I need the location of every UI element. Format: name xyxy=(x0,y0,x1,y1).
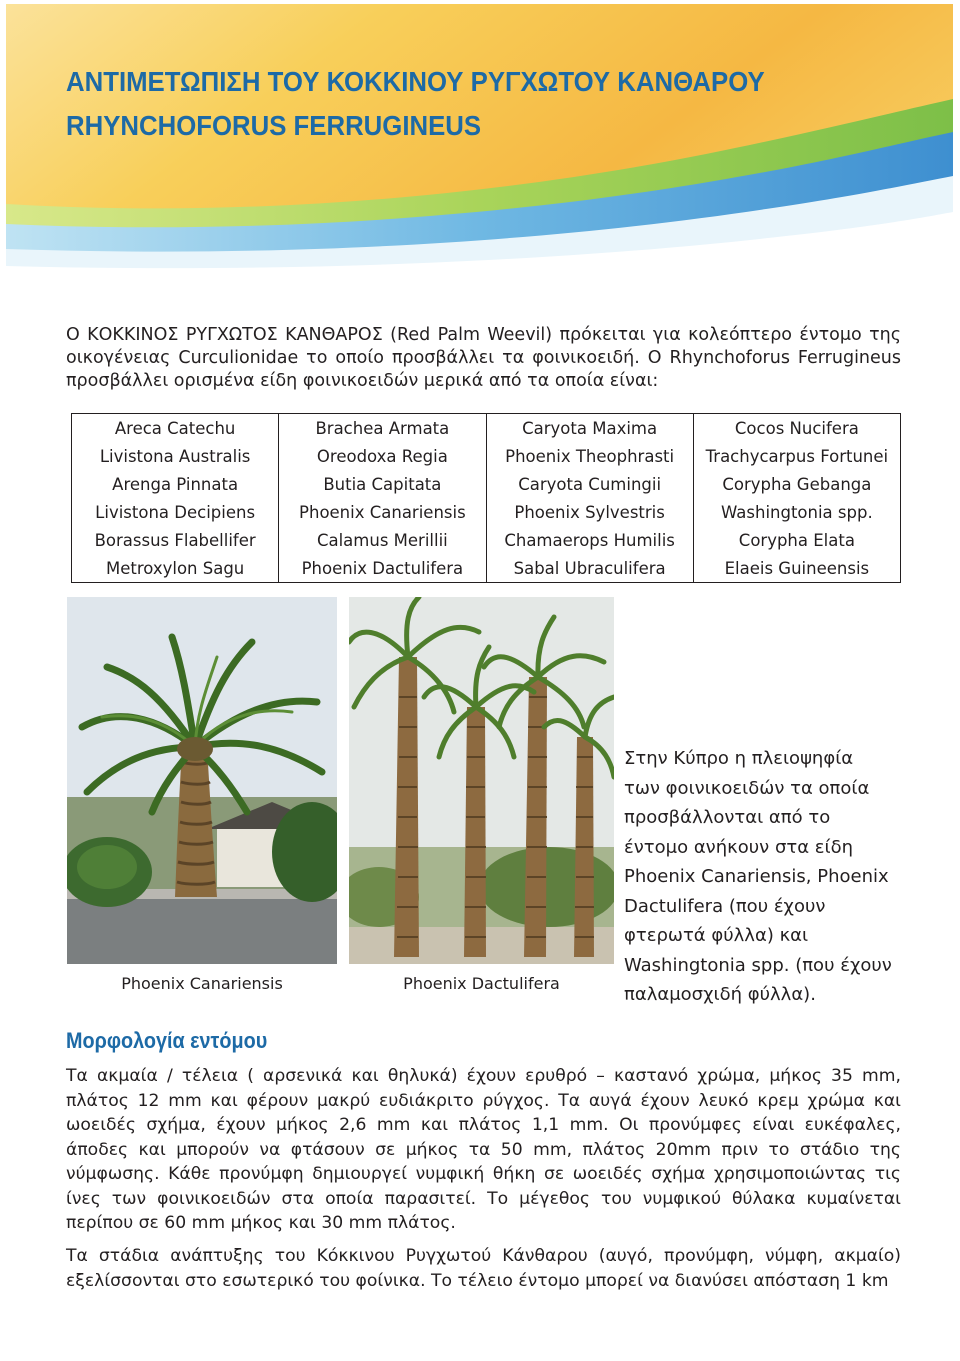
table-cell: Trachycarpus Fortunei xyxy=(693,442,900,470)
photo-caption: Phoenix Dactulifera xyxy=(349,964,614,1002)
table-cell: Livistona Decipiens xyxy=(72,498,279,526)
table-cell: Oreodoxa Regia xyxy=(279,442,486,470)
photo-caption: Phoenix Canariensis xyxy=(67,964,337,1002)
table-row xyxy=(72,526,901,554)
page-title-line-1: ΑΝΤΙΜΕΤΩΠΙΣΗ ΤΟΥ ΚΟΚΚΙΝΟΥ ΡΥΓΧΩΤΟΥ ΚΑΝΘΑΡΟΥ xyxy=(66,66,765,97)
table-cell: Areca Catechu xyxy=(72,414,279,443)
table-cell: Chamaerops Humilis xyxy=(486,526,693,554)
table-cell: Corypha Elata xyxy=(693,526,900,554)
table-row xyxy=(72,470,901,498)
table-cell: Livistona Australis xyxy=(72,442,279,470)
intro-paragraph: Ο ΚΟΚΚΙΝΟΣ ΡΥΓΧΩΤΟΣ ΚΑΝΘΑΡΟΣ (Red Palm Weevil) πρόκειται για κολεόπτερο έντομο της οικογένειας Curculionidae το οποίο προσβάλλει τα φοινικοειδή. Ο Rhynchoforus Ferrugineus προσβάλλει ορισμένα είδη φοινικοειδών μερικά από τα οποία είναι: xyxy=(66,325,901,391)
table-cell: Corypha Gebanga xyxy=(693,470,900,498)
photo-phoenix-dactulifera xyxy=(349,597,614,1002)
table-cell: Phoenix Theophrasti xyxy=(486,442,693,470)
header-gradient-decoration xyxy=(6,4,953,289)
document-page xyxy=(6,4,953,1354)
table-cell: Caryota Maxima xyxy=(486,414,693,443)
page-title-line-2: RHYNCHOFORUS FERRUGINEUS xyxy=(66,110,482,141)
header-band xyxy=(6,4,953,289)
species-table xyxy=(71,413,901,583)
table-cell: Caryota Cumingii xyxy=(486,470,693,498)
photo-phoenix-canariensis xyxy=(67,597,337,1002)
table-row xyxy=(72,442,901,470)
cyprus-species-note: Στην Κύπρο η πλειοψηφία των φοινικοειδών τα οποία προσβάλλονται από το έντομο ανήκουν στα είδη Phoenix Canariensis, Phoenix Dactulifera (που έχουν φτερωτά φύλλα) και Washingtonia spp. (που έχουν παλαμοσχιδή φύλλα). xyxy=(624,748,892,1005)
table-cell: Calamus Merillii xyxy=(279,526,486,554)
table-row xyxy=(72,498,901,526)
table-cell: Butia Capitata xyxy=(279,470,486,498)
table-cell: Phoenix Canariensis xyxy=(279,498,486,526)
morphology-paragraph-2: Τα στάδια ανάπτυξης του Κόκκινου Ρυγχωτού Κάνθαρου (αυγό, προνύμφη, νύμφη, ακμαίο) εξελίσσονται στο εσωτερικό του φοίνικα. Το τέλειο έντομο μπορεί να διανύσει απόσταση 1 km xyxy=(66,1246,901,1291)
palm-photo-illustration xyxy=(349,597,614,1002)
table-cell: Washingtonia spp. xyxy=(693,498,900,526)
table-cell: Cocos Nucifera xyxy=(693,414,900,443)
table-cell: Phoenix Dactulifera xyxy=(279,554,486,583)
table-cell: Metroxylon Sagu xyxy=(72,554,279,583)
table-cell: Sabal Ubraculifera xyxy=(486,554,693,583)
table-row xyxy=(72,554,901,583)
table-cell: Borassus Flabellifer xyxy=(72,526,279,554)
table-cell: Phoenix Sylvestris xyxy=(486,498,693,526)
morphology-paragraph-1: Τα ακμαία / τέλεια ( αρσενικά και θηλυκά) έχουν ερυθρό – καστανό χρώμα, μήκος 35 mm, πλάτος 12 mm και φέρουν μακρύ ευδιάκριτο ρύγχος. Τα αυγά έχουν λευκό κρεμ χρώμα και ωοειδές σχήμα, έχουν μήκος 2,6 mm και πλάτος 1,1 mm. Οι προνύμφες είναι ευκέφαλες, άποδες και μπορούν να φτάσουν σε μήκος τα 50 mm, πλάτος 20mm πριν το στάδιο της νύμφωσης. Κάθε προνύμφη δημιουργεί νυμφική θήκη σε ωοειδές σχήμα χρησιμοποιώντας τις ίνες των φοινικοειδών στα οποία παρασιτεί. Το μέγεθος του νυμφικού θύλακα κυμαίνεται περίπου σε 60 mm μήκος και 30 mm πλάτος. xyxy=(66,1066,901,1233)
table-row xyxy=(72,414,901,443)
table-cell: Arenga Pinnata xyxy=(72,470,279,498)
table-cell: Elaeis Guineensis xyxy=(693,554,900,583)
table-cell: Brachea Armata xyxy=(279,414,486,443)
palm-photo-illustration xyxy=(67,597,337,1002)
section-heading-morphology: Μορφολογία εντόμου xyxy=(66,1028,268,1053)
